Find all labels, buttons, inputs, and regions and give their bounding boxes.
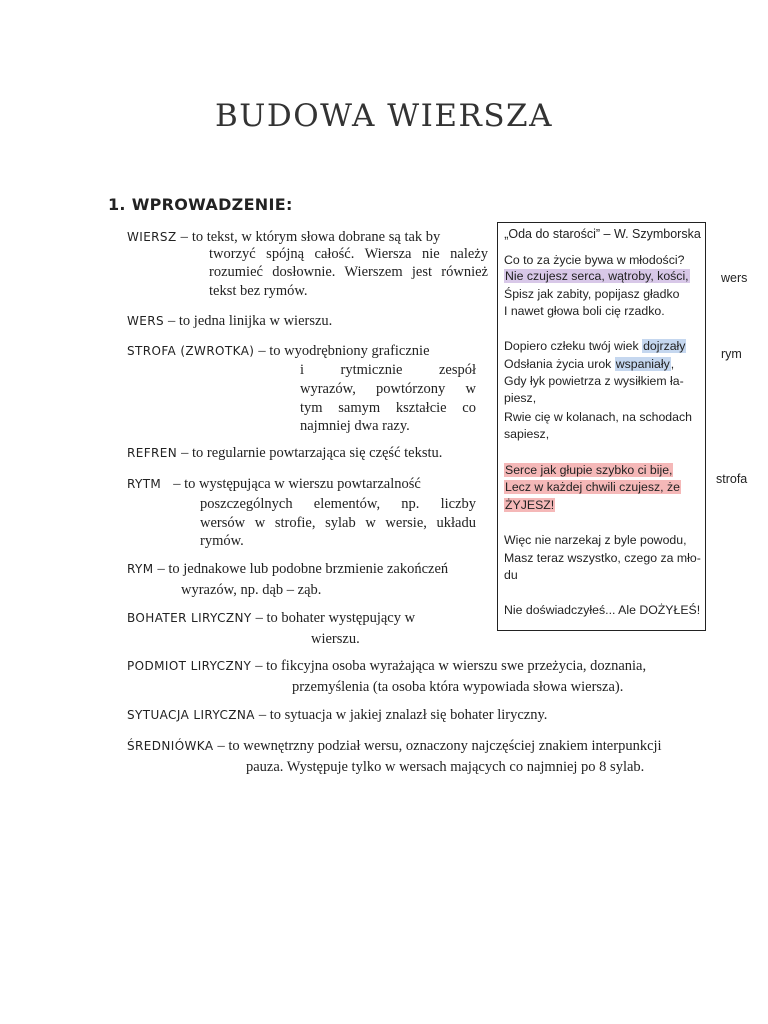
side-label-strofa: strofa [716,472,748,486]
def-wiersz-line2: tworzyć spójną całość. Wiersza nie należy [209,246,488,262]
def-srednowka-line2: pauza. Występuje tylko w wersach mających co najmniej po 8 sylab. [246,759,645,775]
def-podmiot-line2: przemyślenia (ta osoba która wypowiada słowa wiersza). [292,679,624,695]
definition-bohater [127,609,415,628]
definition-srednowka [127,737,662,756]
side-label-wers: wers [721,271,748,285]
side-label-rym: rym [721,347,742,361]
def-strofa-line5: najmniej dwa razy. [300,418,410,434]
def-strofa-line1: – to wyodrębniony graficznie [258,343,430,359]
def-refren: – to regularnie powtarzająca się część tekstu. [181,445,443,461]
term-wers: WERS [127,314,165,328]
def-bohater-line2: wierszu. [311,631,360,647]
def-sytuacja: – to sytuacja w jakiej znalazł się bohater liryczny. [258,707,548,723]
stanza-highlight: Serce jak głupie szybko ci bije, [505,463,673,477]
rhyme-highlight: dojrzały [643,339,686,353]
def-wiersz-line4: tekst bez rymów. [209,283,308,299]
def-wers: – to jedna linijka w wierszu. [168,313,333,329]
poem-line: Śpisz jak zabity, popijasz gładko [504,287,680,301]
def-podmiot-line1: – to fikcyjna osoba wyrażająca w wierszu swe przeżycia, doznania, [255,658,647,674]
def-rym-line2: wyrazów, np. dąb – ząb. [181,582,322,598]
poem-line: Gdy łyk powietrza z wysiłkiem ła- [504,374,684,388]
stanza-highlight: Lecz w każdej chwili czujesz, że [505,480,680,494]
def-bohater-line1: – to bohater występujący w [255,610,416,626]
def-strofa-line3: wyrazów, powtórzony w [300,381,476,397]
section-heading [108,195,293,214]
section-title: WPROWADZENIE: [131,195,293,214]
term-bohater: BOHATER LIRYCZNY [127,611,252,625]
poem-box [497,222,706,631]
section-number: 1. [108,195,126,214]
term-srednowka: ŚREDNIÓWKA [127,739,214,753]
definition-sytuacja [127,706,547,725]
poem-line: Masz teraz wszystko, czego za mło- [504,551,701,565]
poem-line [504,268,701,285]
def-rytm-line2: poszczególnych elementów, np. liczby [200,496,476,512]
def-strofa-line4: tym samym kształcie co [300,400,476,416]
term-sytuacja: SYTUACJA LIRYCZNA [127,708,255,722]
poem-line: du [504,568,518,582]
definition-podmiot [127,657,646,676]
def-rytm-line4: rymów. [200,533,244,549]
stanza-highlight: ŻYJESZ! [505,498,555,512]
definition-strofa [127,342,430,361]
def-strofa-line2: i rytmicznie zespół [300,362,476,378]
def-wiersz-line1: to tekst, w którym słowa dobrane są tak by [191,229,441,245]
term-podmiot: PODMIOT LIRYCZNY [127,659,252,673]
poem-title: „Oda do starości” – W. Szymborska [504,227,701,241]
definition-rytm [127,475,421,494]
poem-line: Odsłania życia urok wspaniały, [504,357,675,371]
term-strofa: STROFA (ZWROTKA) [127,344,255,358]
poem-line: sapiesz, [504,427,550,441]
def-rytm-line3: wersów w strofie, sylab w wersie, układu [200,515,476,531]
def-srednowka-line1: – to wewnętrzny podział wersu, oznaczony najczęściej znakiem interpunkcji [217,738,662,754]
poem-line: Co to za życie bywa w młodości? [504,253,685,267]
def-wiersz-line3: rozumieć dosłownie. Wierszem jest również [209,264,488,280]
poem-line: I nawet głowa boli cię rzadko. [504,304,665,318]
poem-line: Więc nie narzekaj z byle powodu, [504,533,687,547]
poem-line: Dopiero człeku twój wiek dojrzały [504,339,686,353]
def-rytm-line1: – to występująca w wierszu powtarzalność [173,476,421,492]
page-title: BUDOWA WIERSZA [215,98,553,134]
definition-refren [127,444,442,463]
def-wiersz-dash: – [180,229,188,245]
term-refren: REFREN [127,446,178,460]
term-rytm: RYTM [127,477,162,491]
verse-highlight: Nie czujesz serca, wątroby, kości, [505,269,689,283]
poem-line: Rwie cię w kolanach, na schodach [504,410,692,424]
definition-wers [127,312,332,331]
def-rym-line1: – to jednakowe lub podobne brzmienie zakończeń [157,561,449,577]
definition-rym [127,560,448,579]
rhyme-highlight: wspaniały [615,357,670,371]
poem-line: Nie doświadczyłeś... Ale DOŻYŁEŚ! [504,603,701,617]
poem-line: piesz, [504,391,537,405]
term-rym: RYM [127,562,154,576]
term-wiersz: WIERSZ [127,230,177,244]
